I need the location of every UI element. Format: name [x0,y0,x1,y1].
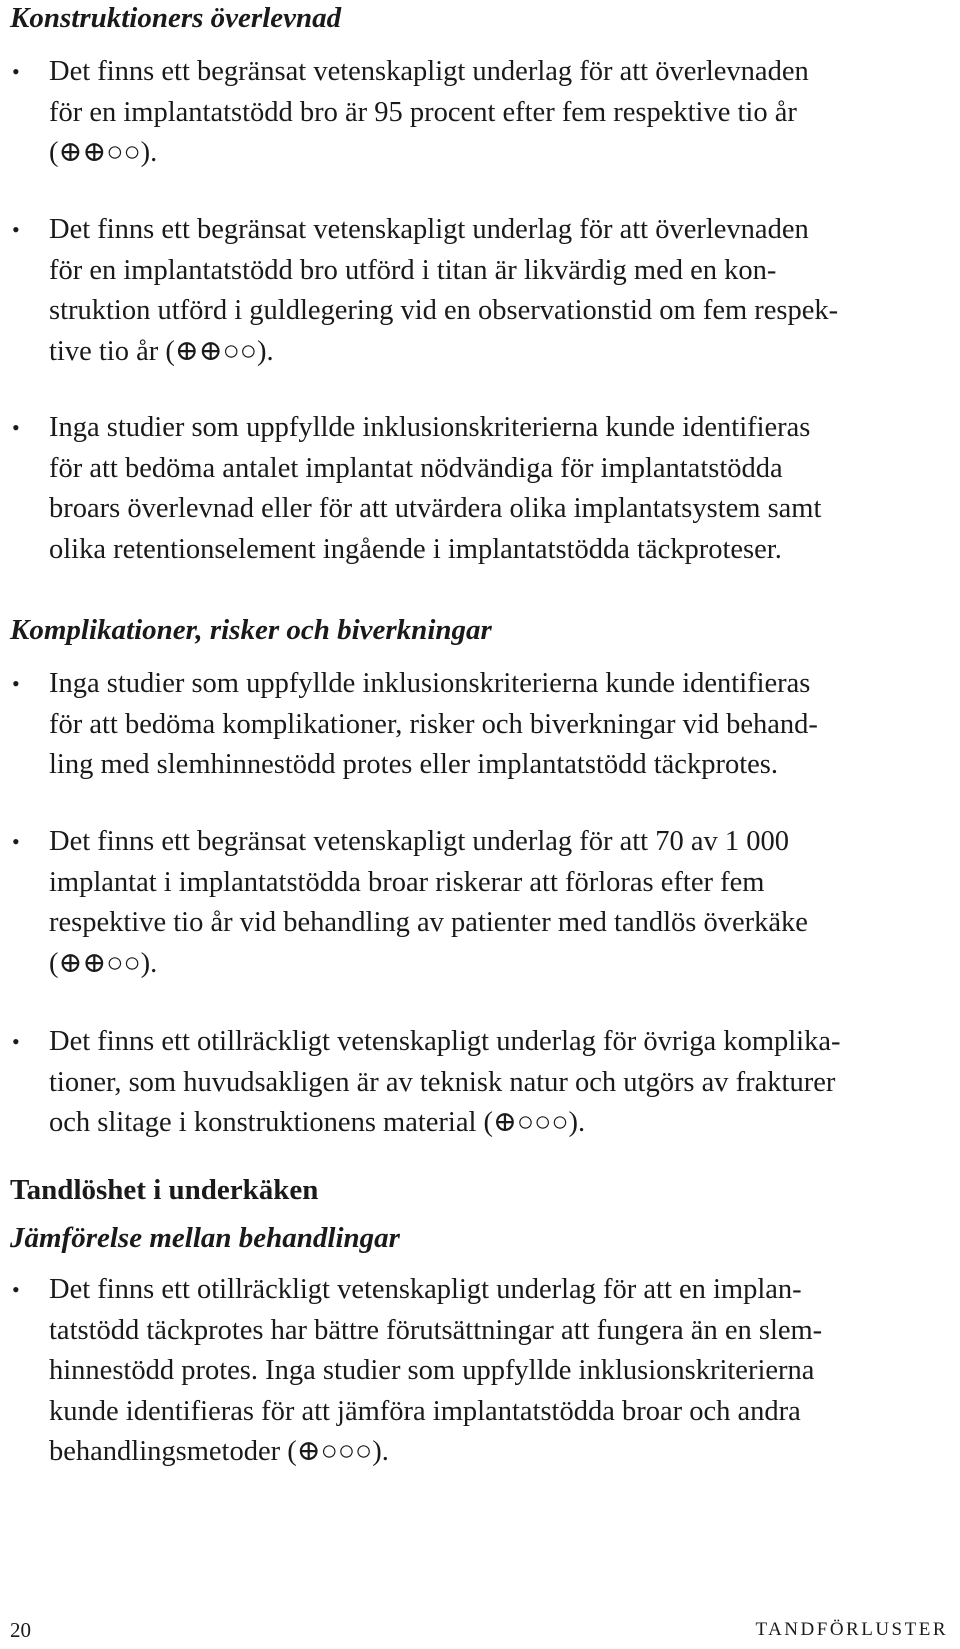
bullet-line: hinnestödd protes. Inga studier som uppfyllde inklusionskriterierna [49,1355,815,1386]
bullet-icon: • [12,1029,20,1054]
section-heading-construction-survival: Konstruktioners överlevnad [10,2,342,34]
bullet-line: ling med slemhinnestödd protes eller implantatstödd täckprotes. [49,749,778,780]
bullet-text [49,210,942,372]
bullet-icon: • [12,59,20,84]
bullet-icon: • [12,671,20,696]
bullet-line: Inga studier som uppfyllde inklusionskriterierna kunde identifieras [49,412,811,443]
bullet-line: implantat i implantatstödda broar riskerar att förloras efter fem [49,866,765,898]
bullet-line: Det finns ett begränsat vetenskapligt underlag för att 70 av 1 000 [49,826,789,857]
bullet-line: respektive tio år vid behandling av patienter med tandlös överkäke [49,907,808,938]
bullet-line: Det finns ett begränsat vetenskapligt underlag för att överlevnaden [49,56,809,87]
bullet-text [49,1022,942,1144]
bullet-text [49,408,942,570]
bullet-line: tioner, som huvudsakligen är av teknisk natur och utgörs av frakturer [49,1066,836,1098]
bullet-line: behandlingsmetoder (⊕○○○). [49,1436,389,1467]
bullet-item [12,408,942,570]
bullet-item [12,664,942,786]
bullet-text [49,822,942,984]
bullet-item [12,210,942,372]
bullet-line: struktion utförd i guldlegering vid en observationstid om fem respek- [49,295,839,326]
bullet-line: för att bedöma antalet implantat nödvändiga för implantatstödda [49,452,783,484]
bullet-icon: • [12,829,20,854]
bullet-line: och slitage i konstruktionens material (⊕○○○). [49,1107,586,1138]
bullet-line: för en implantatstödd bro utförd i titan är likvärdig med en kon- [49,254,777,286]
bullet-line: för en implantatstödd bro är 95 procent efter fem respektive tio år [49,96,797,128]
bullet-item [12,1270,942,1473]
bullet-item [12,1022,942,1144]
bullet-text [49,52,942,174]
bullet-line: Inga studier som uppfyllde inklusionskriterierna kunde identifieras [49,668,811,699]
bullet-line: olika retentionselement ingående i implantatstödda täckproteser. [49,533,782,565]
page-number: 20 [10,1618,31,1642]
bullet-line: för att bedöma komplikationer, risker och biverkningar vid behand- [49,708,818,740]
bullet-text [49,1270,942,1473]
section-subheading-comparison: Jämförelse mellan behandlingar [10,1222,400,1254]
bullet-line: Det finns ett otillräckligt vetenskapligt underlag för övriga komplika- [49,1026,841,1057]
running-title: TANDFÖRLUSTER [755,1619,948,1640]
bullet-item [12,52,942,174]
bullet-line: kunde identifieras för att jämföra implantatstödda broar och andra [49,1395,801,1427]
bullet-line: Det finns ett otillräckligt vetenskapligt underlag för att en implan- [49,1274,802,1305]
bullet-item [12,822,942,984]
bullet-icon: • [12,1277,20,1302]
section-heading-complications: Komplikationer, risker och biverkningar [10,614,492,646]
bullet-line: (⊕⊕○○). [49,947,158,979]
bullet-icon: • [12,415,20,440]
section-heading-edentulous-mandible: Tandlöshet i underkäken [10,1174,319,1206]
bullet-line: Det finns ett begränsat vetenskapligt underlag för att överlevnaden [49,214,809,245]
bullet-icon: • [12,217,20,242]
bullet-line: tatstödd täckprotes har bättre förutsättningar att fungera än en slem- [49,1314,823,1346]
bullet-line: (⊕⊕○○). [49,137,158,168]
bullet-text [49,664,942,786]
bullet-line: tive tio år (⊕⊕○○). [49,335,274,367]
bullet-line: broars överlevnad eller för att utvärdera olika implantatsystem samt [49,493,822,524]
